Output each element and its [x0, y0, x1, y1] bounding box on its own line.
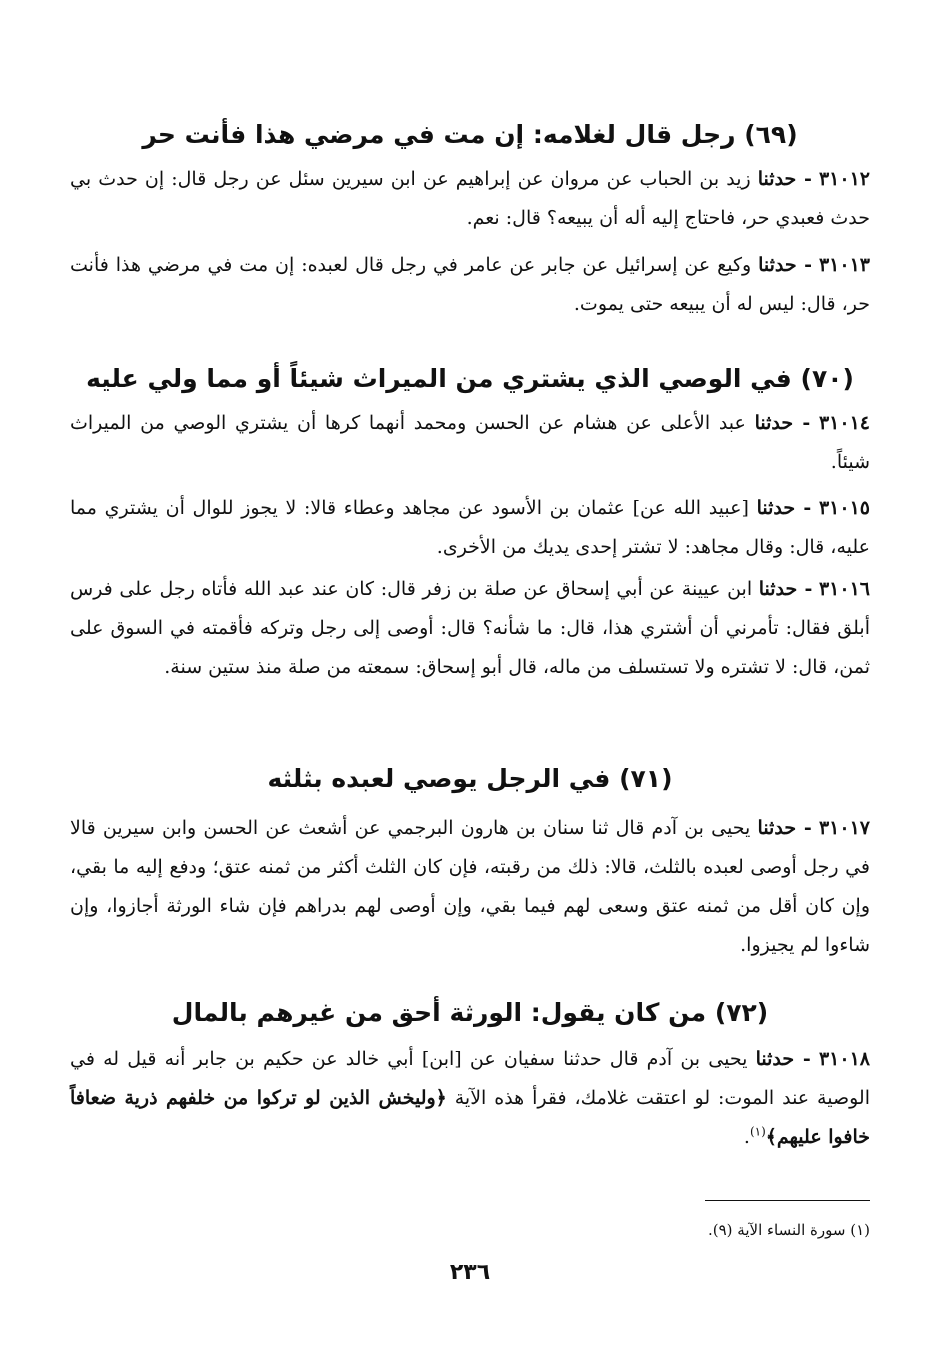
hadith-intro: حدثنا [757, 817, 797, 839]
section-title-70: (٧٠) في الوصي الذي يشتري من الميراث شيئاً أو مما ولي عليه [86, 364, 854, 393]
document-page [70, 0, 870, 1369]
hadith-intro: حدثنا [756, 497, 796, 519]
hadith-31016: ٣١٠١٦ - حدثنا ابن عيينة عن أبي إسحاق عن صلة بن زفر قال: كان عند عبد الله فأتاه رجل على فرس أبلق فقال: تأمرني أن أشتري هذا، قال: ما شأنه؟ قال: أوصى إلى رجل وتركه فأقمته في السوق على ثمن، قال: لا تشتره ولا تستسلف من ماله، قال أبو إسحاق: سمعته من صلة منذ ستين سنة. [70, 578, 870, 678]
footnote-reference[interactable]: (١) [749, 1124, 766, 1139]
hadith-number: ٣١٠١٧ [818, 817, 870, 839]
footnote-separator [705, 1200, 870, 1201]
footnote: (١) سورة النساء الآية (٩). [707, 1221, 870, 1239]
hadith-31015: ٣١٠١٥ - حدثنا [عبيد الله عن] عثمان بن الأسود عن مجاهد وعطاء قالا: لا يجوز للوال أن يشتري مما عليه، قال: وقال مجاهد: لا تشتر إحدى يديك من الأخرى. [70, 497, 870, 558]
hadith-intro: حدثنا [758, 578, 798, 600]
hadith-intro: حدثنا [754, 412, 794, 434]
hadith-31014: ٣١٠١٤ - حدثنا عبد الأعلى عن هشام عن الحسن ومحمد أنهما كرها أن يشتري الوصي من الميراث شيئاً. [70, 412, 870, 473]
hadith-number: ٣١٠١٣ [818, 254, 870, 276]
quran-verse: ﴿وليخش الذين لو تركوا من خلفهم ذرية ضعافاً خافوا عليهم﴾ [70, 1087, 870, 1148]
hadith-text: يحيى بن آدم قال ثنا سنان بن هارون البرجمي عن أشعث عن الحسن وابن سيرين قالا في رجل أوصى لعبده بالثلث، قالا: ذلك من رقبته، فإن كان الثلث أكثر من ثمنه عتق؛ ودفع إليه ما بقي، وإن كان أقل من ثمنه عتق وسعى لهم فيما بقي، وإن أوصى لهم بدراهم فإن شاء الورثة أجازوا، وإن شاءوا لم يجيزوا. [70, 817, 870, 956]
section-title-69: (٦٩) رجل قال لغلامه: إن مت في مرضي هذا فأنت حر [142, 120, 798, 149]
page-number: ٢٣٦ [449, 1260, 491, 1285]
hadith-text: ابن عيينة عن أبي إسحاق عن صلة بن زفر قال: كان عند عبد الله فأتاه رجل على فرس أبلق فقال: تأمرني أن أشتري هذا، قال: ما شأنه؟ قال: أوصى إلى رجل وتركه فأقمته في السوق على ثمن، قال: لا تشتره ولا تستسلف من ماله، قال أبو إسحاق: سمعته من صلة منذ ستين سنة. [70, 578, 870, 678]
hadith-31013: ٣١٠١٣ - حدثنا وكيع عن إسرائيل عن جابر عن عامر في رجل قال لعبده: إن مت في مرضي هذا فأنت حر، قال: ليس له أن يبيعه حتى يموت. [70, 254, 870, 315]
hadith-text: عبد الأعلى عن هشام عن الحسن ومحمد أنهما كرها أن يشتري الوصي من الميراث شيئاً. [70, 412, 870, 473]
hadith-number: ٣١٠١٥ [818, 497, 870, 519]
hadith-text: [عبيد الله عن] عثمان بن الأسود عن مجاهد وعطاء قالا: لا يجوز للوال أن يشتري مما عليه، قال: وقال مجاهد: لا تشتر إحدى يديك من الأخرى. [70, 497, 870, 558]
hadith-number: ٣١٠١٨ [818, 1048, 870, 1070]
hadith-intro: حدثنا [757, 168, 797, 190]
hadith-31018: ٣١٠١٨ - حدثنا يحيى بن آدم قال حدثنا سفيان عن [ابن] أبي خالد عن حكيم بن جابر أنه قيل له في الوصية عند الموت: لو اعتقت غلامك، فقرأ هذه الآية ﴿وليخش الذين لو تركوا من خلفهم ذرية ضعافاً خافوا عليهم﴾$^{(١)}$. [70, 1048, 870, 1148]
hadith-intro: حدثنا [758, 254, 797, 276]
hadith-text: يحيى بن آدم قال حدثنا سفيان عن [ابن] أبي خالد عن حكيم بن جابر أنه قيل له في الوصية عند الموت: لو اعتقت غلامك، فقرأ هذه الآية [70, 1048, 870, 1109]
hadith-number: ٣١٠١٢ [818, 168, 870, 190]
hadith-text: زيد بن الحباب عن مروان عن إبراهيم عن ابن سيرين سئل عن رجل قال: إن حدث بي حدث فعبدي حر، فاحتاج إليه أله أن يبيعه؟ قال: نعم. [70, 168, 870, 229]
hadith-31017: ٣١٠١٧ - حدثنا يحيى بن آدم قال ثنا سنان بن هارون البرجمي عن أشعث عن الحسن وابن سيرين قالا في رجل أوصى لعبده بالثلث، قالا: ذلك من رقبته، فإن كان الثلث أكثر من ثمنه عتق؛ ودفع إليه ما بقي، وإن كان أقل من ثمنه عتق وسعى لهم فيما بقي، وإن أوصى لهم بدراهم فإن شاء الورثة أجازوا، وإن شاءوا لم يجيزوا. [70, 817, 870, 956]
hadith-31012: ٣١٠١٢ - حدثنا زيد بن الحباب عن مروان عن إبراهيم عن ابن سيرين سئل عن رجل قال: إن حدث بي حدث فعبدي حر، فاحتاج إليه أله أن يبيعه؟ قال: نعم. [70, 168, 870, 229]
hadith-intro: حدثنا [755, 1048, 795, 1070]
hadith-number: ٣١٠١٦ [818, 578, 870, 600]
section-title-72: (٧٢) من كان يقول: الورثة أحق من غيرهم بالمال [171, 998, 769, 1027]
section-title-71: (٧١) في الرجل يوصي لعبده بثلثه [267, 764, 673, 793]
hadith-text: وكيع عن إسرائيل عن جابر عن عامر في رجل قال لعبده: إن مت في مرضي هذا فأنت حر، قال: ليس له أن يبيعه حتى يموت. [70, 254, 870, 315]
hadith-number: ٣١٠١٤ [818, 412, 870, 434]
